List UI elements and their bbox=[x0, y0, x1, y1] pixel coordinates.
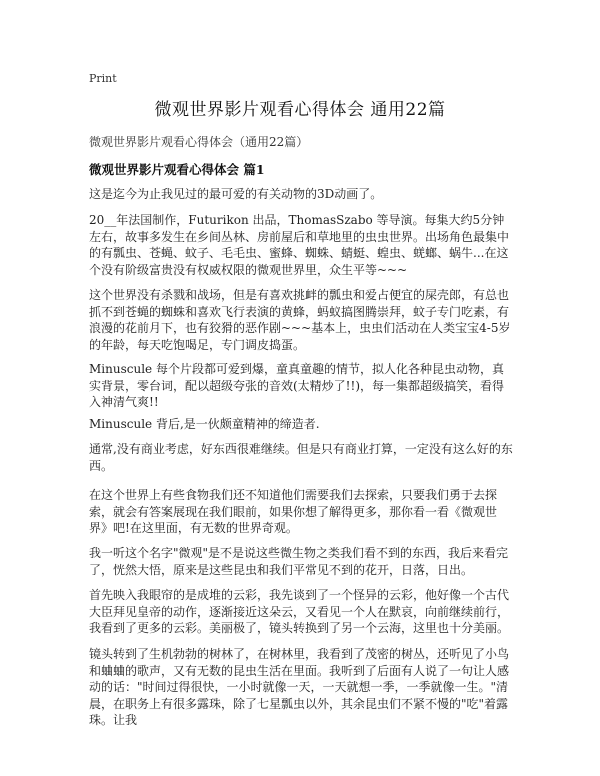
paragraph-9: 首先映入我眼帘的是成堆的云彩，我先谈到了一个怪异的云彩，他好像一个古代大臣拜见皇帝的动作，逐渐接近这朵云，又看见一个人在默哀，向前继续前行，我看到了更多的云彩。美丽极了，镜头转换到了另一个云海，这里也十分美丽。 bbox=[89, 588, 510, 635]
paragraph-5: Minuscule 背后,是一伙颇童精神的缔造者. bbox=[89, 417, 320, 431]
page-title: 微观世界影片观看心得体会 通用22篇 bbox=[154, 100, 446, 120]
paragraph-6: 通常,没有商业考虑，好东西很难继续。但是只有商业打算，一定没有这么好的东西。 bbox=[89, 442, 513, 473]
print-label: Print bbox=[89, 72, 117, 85]
paragraph-4: Minuscule 每个片段都可爱到爆，童真童趣的情节，拟人化各种昆虫动物，真实背景，零台词，配以超级夸张的音效(太精炒了!!)，每一集都超级搞笑，看得入神清气爽!! bbox=[89, 362, 505, 409]
paragraph-7: 在这个世界上有些食物我们还不知道他们需要我们去探索，只要我们勇于去探索，就会有答案展现在我们眼前，如果你想了解得更多，那你看一看《微观世界》吧!在这里面，有无数的世界奇观。 bbox=[89, 488, 498, 535]
paragraph-10: 镜头转到了生机勃勃的树林了，在树林里，我看到了茂密的树丛，还听见了小鸟和蛐蛐的歌声，又有无数的昆虫生活在里面。我听到了后面有人说了一句让人感动的话："时间过得很快，一小时就像一天，一天就想一季，一季就像一生。"清晨，在职务上有很多露珠，除了七星瓢虫以外，其余昆虫们不紧不慢的"吃"着露珠。让我 bbox=[89, 647, 510, 727]
section-heading: 微观世界影片观看心得体会 篇1 bbox=[89, 162, 265, 177]
paragraph-3: 这个世界没有杀戮和战场，但是有喜欢挑衅的瓢虫和爱占便宜的屎壳郎，有总也抓不到苍蝇的蜘蛛和喜欢飞行表演的黄蜂，蚂蚁搞图腾崇拜，蚊子专门吃素，有浪漫的花前月下，也有狡猾的恶作剧~~~基本上，虫虫们活动在人类宝宝4-5岁的年龄，每天吃饱喝足，专门调皮捣蛋。 bbox=[89, 288, 511, 352]
paragraph-2: 20__年法国制作，Futurikon 出品，ThomasSzabo 等导演。每集大约5分钟左右，故事多发生在乡间丛林、房前屋后和草地里的虫虫世界。出场角色最集中的有瓢虫、苍蝇、蚊子、毛毛虫、蜜蜂、蜘蛛、蜻蜓、蝗虫、蜣螂、蜗牛...在这个没有阶级富贵没有权威权限的微观世界里，众生平等~~~ bbox=[89, 213, 510, 277]
page-subtitle: 微观世界影片观看心得体会（通用22篇） bbox=[89, 135, 309, 149]
paragraph-8: 我一听这个名字"微观"是不是说这些微生物之类我们看不到的东西，我后来看完了，恍然大悟，原来是这些昆虫和我们平常见不到的花开，日落，日出。 bbox=[89, 546, 509, 577]
paragraph-1: 这是迄今为止我见过的最可爱的有关动物的3D动画了。 bbox=[89, 187, 383, 201]
